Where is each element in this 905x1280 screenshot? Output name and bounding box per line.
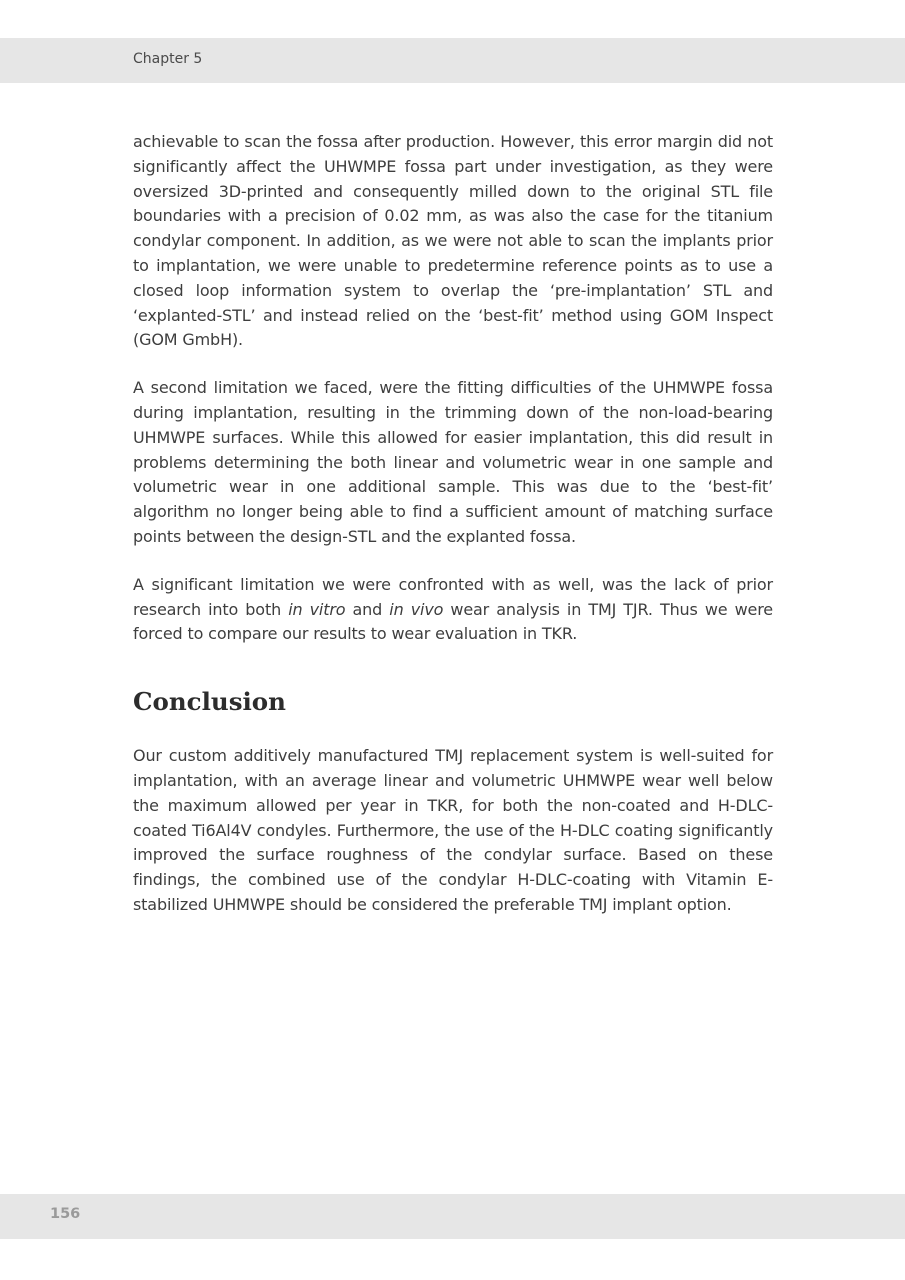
paragraph-scan-error: achievable to scan the fossa after production. However, this error margin did not significantly affect the UHWMPE fossa part under investigation, as they were oversized 3D-printed and consequently milled down to the original STL file boundaries with a precision of 0.02 mm, as was also the case for the titanium condylar component. In addition, as we were not able to scan the implants prior to implantation, we were unable to predetermine reference points as to use a closed loop information system to overlap the ‘pre-implantation’ STL and ‘explanted-STL’ and instead relied on the ‘best-fit’ method using GOM Inspect (GOM GmbH). [133, 132, 773, 350]
paragraph-text-segment: wear analysis in TMJ TJR. Thus we were forced to compare our results to wear evaluation in TKR. [133, 599, 773, 644]
paragraph-prior-research-limitation [133, 573, 773, 647]
running-footer [0, 1194, 905, 1239]
italic-term: in vitro [288, 599, 346, 619]
italic-term: in vivo [389, 599, 444, 619]
section-heading-conclusion: Conclusion [133, 687, 286, 717]
paragraph-text-segment: A significant limitation we were confronted with as well, was the lack of prior research into both [133, 574, 773, 619]
paragraph-conclusion: Our custom additively manufactured TMJ replacement system is well-suited for implantation, with an average linear and volumetric UHMWPE wear well below the maximum allowed per year in TKR, for both the non-coated and H-DLC-coated Ti6Al4V condyles. Furthermore, the use of the H-DLC coating significantly improved the surface roughness of the condylar surface. Based on these findings, the combined use of the condylar H-DLC-coating with Vitamin E-stabilized UHMWPE should be considered the preferable TMJ implant option. [133, 746, 773, 914]
paragraph-text-segment: and [345, 599, 390, 619]
page-number: 156 [50, 1206, 81, 1222]
page-body [133, 130, 773, 941]
chapter-label: Chapter 5 [133, 51, 203, 67]
running-header [0, 38, 905, 83]
paragraph-fitting-limitation: A second limitation we faced, were the fitting difficulties of the UHMWPE fossa during implantation, resulting in the trimming down of the non-load-bearing UHMWPE surfaces. While this allowed for easier implantation, this did result in problems determining the both linear and volumetric wear in one sample and volumetric wear in one additional sample. This was due to the ‘best-fit’ algorithm no longer being able to find a sufficient amount of matching surface points between the design-STL and the explanted fossa. [133, 378, 773, 546]
